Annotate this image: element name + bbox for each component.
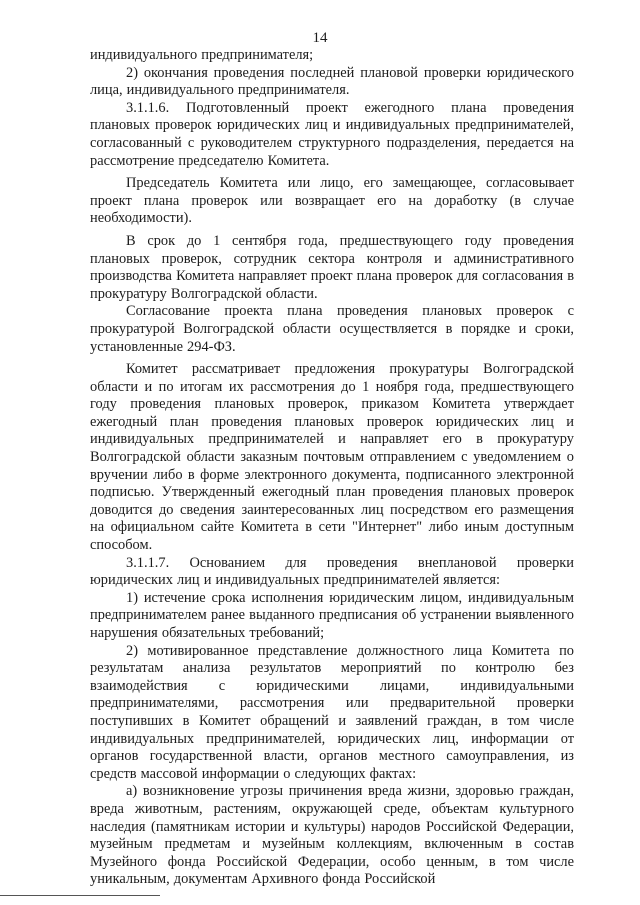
paragraph-prosecutor-approval: Согласование проекта плана проведения плановых проверок с прокуратурой Волгоградской области осуществляется в порядке и сроки, установленные 294-ФЗ.	[90, 303, 574, 355]
paragraph-reason-1: 1) истечение срока исполнения юридическим лицом, индивидуальным предпринимателем ранее выданного предписания об устранении выявленного нарушения обязательных требований;	[90, 589, 574, 641]
paragraph-continuation: индивидуального предпринимателя;	[90, 47, 314, 63]
paragraph-submission-deadline: В срок до 1 сентября года, предшествующего году проведения плановых проверок, сотрудник сектора контроля и административного производства Комитета направляет проект плана проверок для согласования в прокуратуру Волгоградской области.	[90, 232, 574, 302]
paragraph-reason-2: 2) мотивированное представление должностного лица Комитета по результатам анализа результатов мероприятий по контролю без взаимодействия с юридическими лицами, индивидуальными предпринимателями, рассмотрения или предварительной проверки поступивших в Комитет обращений и заявлений граждан, в том числе индивидуальных предпринимателей, юридических лиц, информации от органов государственной власти, органов местного самоуправления, из средств массовой информации о следующих фактах:	[90, 642, 574, 782]
paragraph-chairman-approval: Председатель Комитета или лицо, его замещающее, согласовывает проект плана проверок или возвращает его на доработку (в случае необходимости).	[90, 175, 574, 227]
paragraph-item-2: 2) окончания проведения последней плановой проверки юридического лица, индивидуального предпринимателя.	[90, 64, 574, 99]
page-number: 14	[312, 30, 328, 46]
paragraph-plan-approval: Комитет рассматривает предложения прокуратуры Волгоградской области и по итогам их рассмотрения до 1 ноября года, предшествующего году проведения плановых проверок, приказом Комитета утверждает ежегодный план проведения плановых проверок юридических лиц и индивидуальных предпринимателей и направляет его в прокуратуру Волгоградской области заказным почтовым отправлением с уведомлением о вручении либо в форме электронного документа, подписанного электронной подписью. Утвержденный ежегодный план проведения плановых проверок доводится до сведения заинтересованных лиц посредством его размещения на официальном сайте Комитета в сети "Интернет" либо иным доступным способом.	[90, 361, 574, 554]
body-text	[90, 47, 574, 889]
footnote-rule	[0, 895, 160, 896]
paragraph-3-1-1-6: 3.1.1.6. Подготовленный проект ежегодного плана проведения плановых проверок юридических лиц и индивидуальных предпринимателей, согласованный с руководителем структурного подразделения, передается на рассмотрение председателю Комитета.	[90, 99, 574, 169]
paragraph-3-1-1-7: 3.1.1.7. Основанием для проведения внеплановой проверки юридических лиц и индивидуальных предпринимателей является:	[90, 554, 574, 589]
paragraph-reason-2a: а) возникновение угрозы причинения вреда жизни, здоровью граждан, вреда животным, растениям, окружающей среде, объектам культурного наследия (памятникам истории и культуры) народов Российской Федерации, музейным предметам и музейным коллекциям, включенным в состав Музейного фонда Российской Федерации, особо ценным, в том числе уникальным, документам Архивного фонда Российской	[90, 783, 574, 888]
